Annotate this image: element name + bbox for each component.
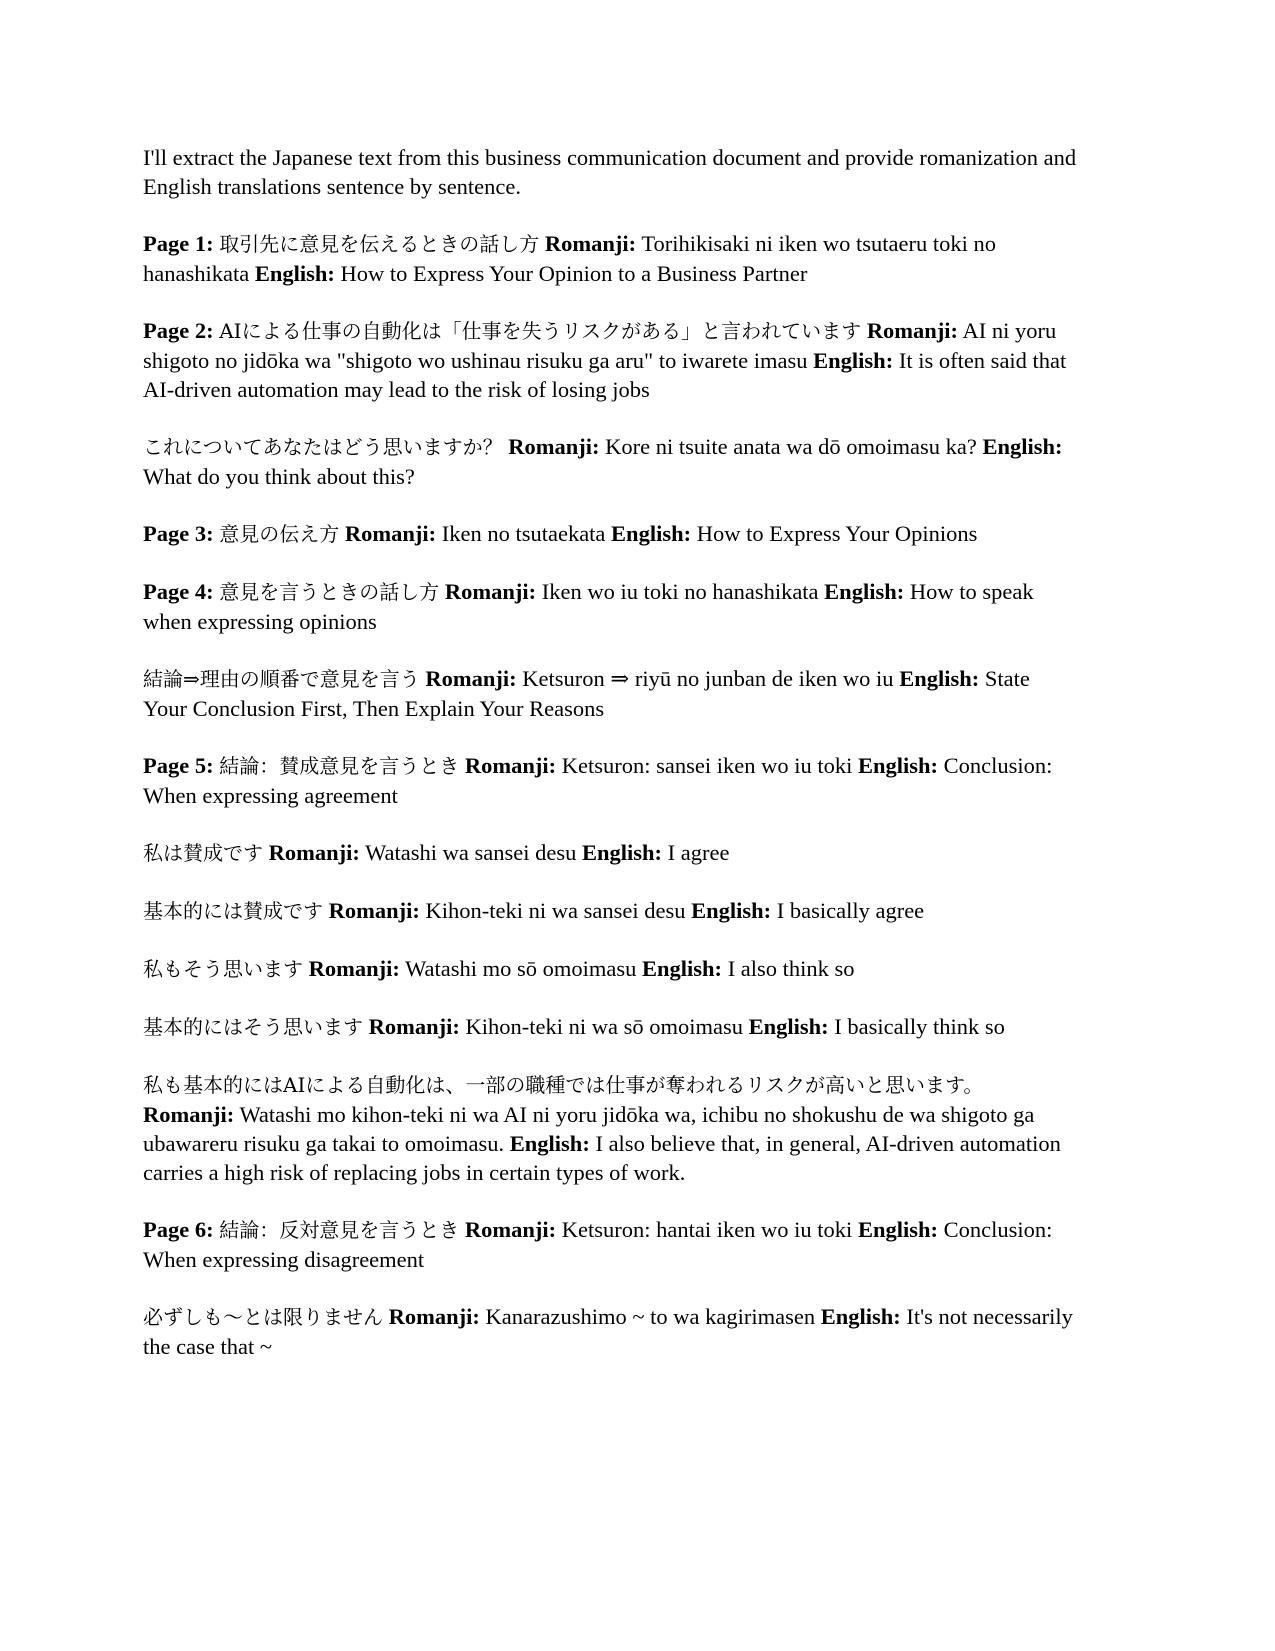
page-label: Page 3: [143,521,214,546]
romanji-text: Kihon-teki ni wa sansei desu [425,898,686,923]
english-label: English: [611,521,692,546]
intro-paragraph: I'll extract the Japanese text from this business communication document and provide romanization and English translations sentence by sentence. [143,145,1077,199]
romanji-label: Romanji: [328,898,420,923]
romanji-text: Ketsuron: hantai iken wo iu toki [561,1217,853,1242]
romanji-label: Romanji: [544,231,637,256]
english-text: State Your Conclusion First, Then Explain Your Reasons [143,666,1030,721]
english-text: It's not necessarily the case that ~ [143,1304,1073,1359]
english-label: English: [748,1014,829,1039]
japanese-text: 基本的にはそう思います [143,1015,363,1039]
entries-list [143,229,1078,1361]
english-text: I also think so [727,956,855,981]
english-text: I agree [667,840,730,865]
japanese-text: 結論：反対意見を言うとき [219,1218,460,1242]
english-text: How to Express Your Opinion to a Business Partner [340,261,808,286]
english-text: I basically agree [776,898,925,923]
english-text: Conclusion: When expressing disagreement [143,1217,1053,1272]
japanese-text: これについてあなたはどう思いますか？ [143,435,503,459]
romanji-text: Torihikisaki ni iken wo tsutaeru toki no hanashikata [143,231,996,286]
english-text: It is often said that AI-driven automation may lead to the risk of losing jobs [143,348,1067,402]
page-label: Page 2: [143,318,214,343]
entry-paragraph [143,432,1078,491]
romanji-text: Watashi wa sansei desu [365,840,577,865]
entry-paragraph [143,519,1078,549]
english-label: English: [982,434,1063,459]
entry-paragraph [143,751,1078,810]
english-label: English: [813,348,894,373]
english-label: English: [509,1131,590,1156]
japanese-text: 意見の伝え方 [219,522,340,546]
japanese-text: AIによる仕事の自動化は「仕事を失うリスクがある」と言われています [219,319,862,343]
romanji-label: Romanji: [388,1304,480,1329]
romanji-text: Ketsuron: sansei iken wo iu toki [561,753,853,778]
entry-paragraph [143,838,1078,868]
romanji-label: Romanji: [444,579,537,604]
english-label: English: [899,666,980,691]
entry-paragraph [143,1215,1078,1274]
english-text: How to speak when expressing opinions [143,579,1034,634]
page-label: Page 4: [143,579,214,604]
english-label: English: [691,898,772,923]
romanji-label: Romanji: [508,434,600,459]
english-text: What do you think about this? [143,464,415,489]
english-label: English: [642,956,723,981]
page-label: Page 1: [143,231,214,256]
entry-paragraph [143,896,1078,926]
english-label: English: [581,840,663,865]
romanji-label: Romanji: [308,956,400,981]
english-label: English: [820,1304,901,1329]
romanji-text: Kanarazushimo ~ to wa kagirimasen [485,1304,816,1329]
entry-paragraph [143,577,1078,636]
entry-paragraph [143,1302,1078,1361]
entry-paragraph [143,1070,1078,1187]
english-label: English: [254,261,335,286]
english-text: How to Express Your Opinions [696,521,978,546]
entry-paragraph [143,664,1078,723]
romanji-text: AI ni yoru shigoto no jidōka wa "shigoto wo ushinau risuku ga aru" to iwarete imasu [143,318,1057,373]
japanese-text: 取引先に意見を伝えるときの話し方 [219,232,540,256]
romanji-text: Ketsuron ⇒ riyū no junban de iken wo iu [522,666,894,691]
romanji-label: Romanji: [143,1102,235,1127]
entry-paragraph [143,316,1078,404]
japanese-text: 必ずしも〜とは限りません [143,1305,383,1329]
entry-paragraph [143,954,1078,984]
entry-paragraph [143,1012,1078,1042]
japanese-text: 意見を言うときの話し方 [219,580,440,604]
japanese-text: 私も基本的にはAIによる自動化は、一部の職種では仕事が奪われるリスクが高いと思います。 [143,1073,984,1097]
page-label: Page 6: [143,1217,214,1242]
english-text: I basically think so [834,1014,1005,1039]
japanese-text: 私は賛成です [143,841,263,865]
romanji-label: Romanji: [866,318,959,343]
romanji-text: Kore ni tsuite anata wa dō omoimasu ka? [605,434,977,459]
romanji-text: Kihon-teki ni wa sō omoimasu [465,1014,743,1039]
japanese-text: 結論⇒理由の順番で意見を言う [143,667,420,691]
english-label: English: [857,753,938,778]
romanji-text: Watashi mo kihon-teki ni wa AI ni yoru jidōka wa, ichibu no shokushu de wa shigoto ga ubawareru risuku ga takai to omoimasu. [143,1102,1035,1156]
romanji-text: Iken no tsutaekata [441,521,606,546]
romanji-label: Romanji: [344,521,437,546]
page-label: Page 5: [143,753,214,778]
document-page [143,143,1078,1389]
romanji-text: Iken wo iu toki no hanashikata [541,579,819,604]
romanji-label: Romanji: [425,666,517,691]
english-text: Conclusion: When expressing agreement [143,753,1053,808]
japanese-text: 基本的には賛成です [143,899,323,923]
romanji-text: Watashi mo sō omoimasu [405,956,637,981]
entry-paragraph [143,229,1078,288]
japanese-text: 私もそう思います [143,957,303,981]
english-label: English: [857,1217,938,1242]
romanji-label: Romanji: [464,1217,557,1242]
romanji-label: Romanji: [268,840,360,865]
romanji-label: Romanji: [464,753,557,778]
english-text: I also believe that, in general, AI-driven automation carries a high risk of replacing jobs in certain types of work. [143,1131,1061,1185]
japanese-text: 結論：賛成意見を言うとき [219,754,460,778]
english-label: English: [824,579,905,604]
romanji-label: Romanji: [368,1014,460,1039]
